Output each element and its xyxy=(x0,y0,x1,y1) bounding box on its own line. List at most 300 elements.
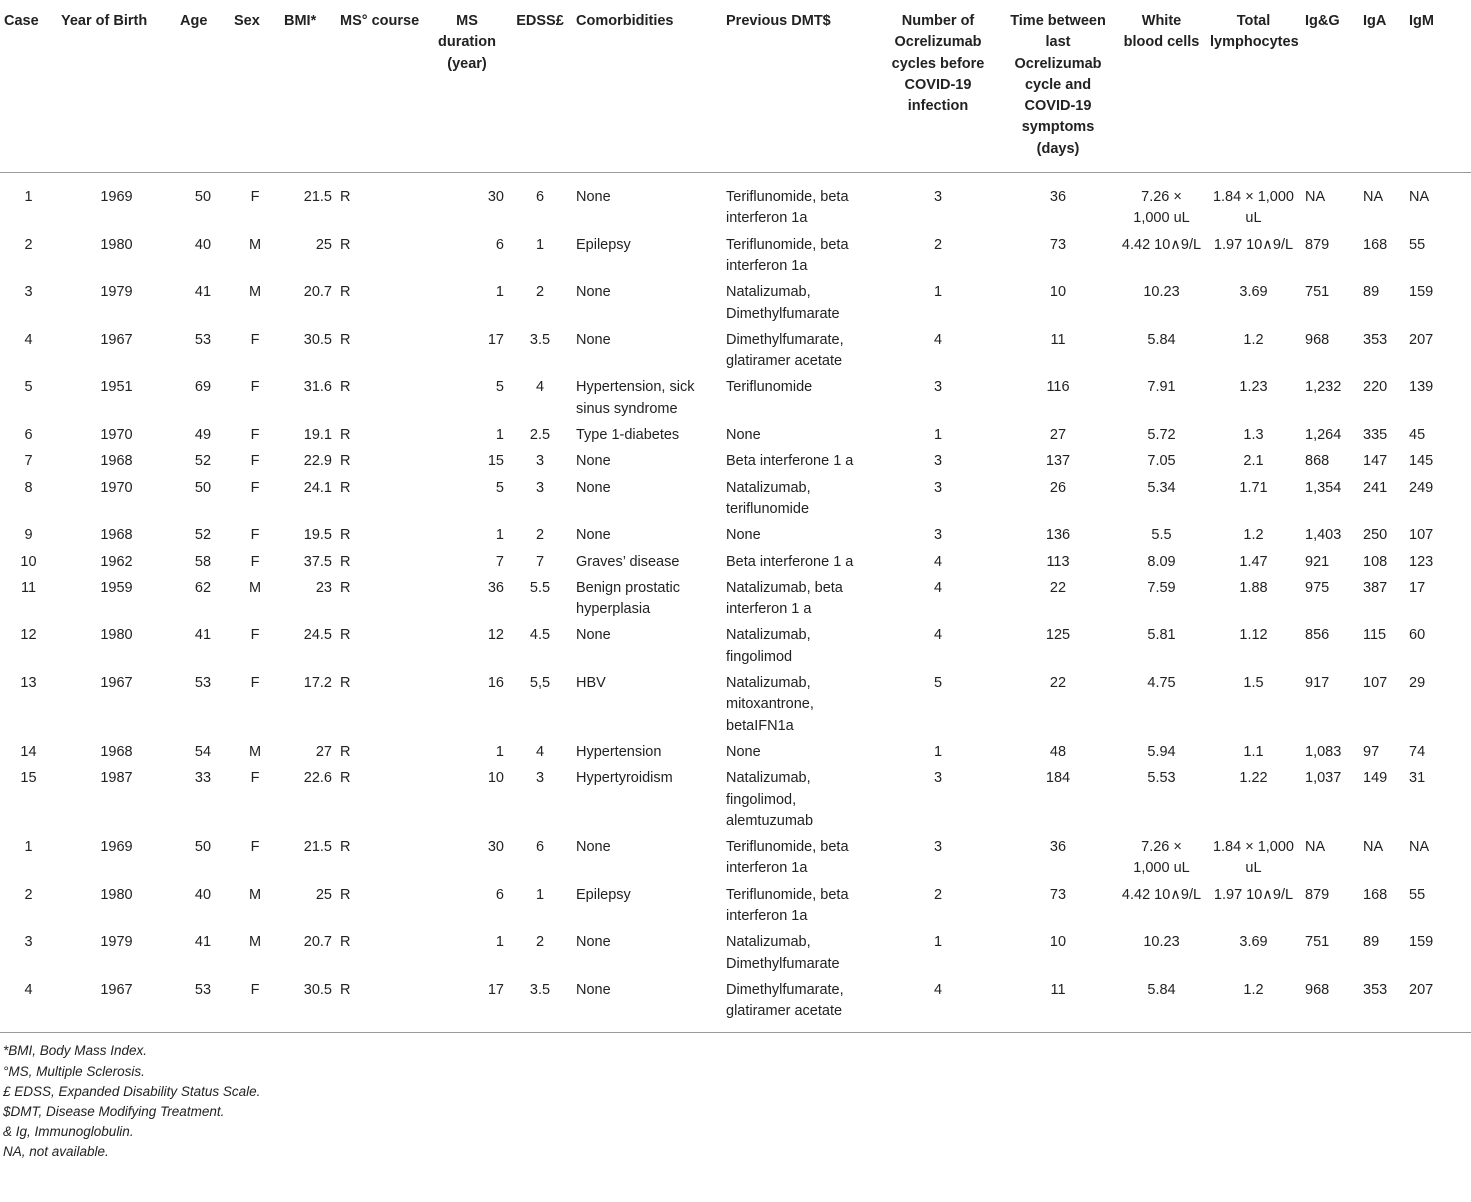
cell-previous-dmt: None xyxy=(726,743,761,760)
cell-sex: M xyxy=(248,284,262,301)
cell-igm: 159 xyxy=(1409,934,1434,951)
table-row xyxy=(0,578,1471,626)
cell-age: 40 xyxy=(194,886,212,903)
cell-case: 2 xyxy=(24,236,33,253)
cell-age: 49 xyxy=(194,427,212,444)
cell-iga: 168 xyxy=(1363,886,1388,903)
cell-case: 3 xyxy=(24,284,33,301)
cell-igg: 1,264 xyxy=(1305,427,1342,444)
cell-igm: NA xyxy=(1409,839,1430,856)
cell-white-blood-cells: 5.5 xyxy=(1151,527,1172,544)
cell-edss: 4 xyxy=(535,379,545,396)
cell-igm: 17 xyxy=(1409,579,1426,596)
cell-ms-course: R xyxy=(340,627,351,644)
cell-iga: 353 xyxy=(1359,980,1405,1033)
cell-comorbidities: None xyxy=(576,284,611,301)
cell-bmi: 25 xyxy=(315,236,332,253)
cell-ocrelizumab-cycles: 2 xyxy=(933,886,943,903)
header-year-of-birth: Year of Birth xyxy=(57,4,176,173)
cell-total-lymphocytes: 2.1 xyxy=(1243,453,1264,470)
table-body xyxy=(0,173,1471,1033)
cell-comorbidities: Hypertension, sick sinus syndrome xyxy=(576,379,695,417)
cell-total-lymphocytes: 1.71 xyxy=(1239,479,1268,496)
cell-ms-duration: 7 xyxy=(495,553,504,570)
cell-igg: 879 xyxy=(1305,236,1330,253)
cell-iga: NA xyxy=(1363,839,1384,856)
cell-sex: F xyxy=(250,427,260,444)
header-ms-duration: MS duration (year) xyxy=(426,4,508,173)
header-row xyxy=(0,4,1471,173)
cell-year-of-birth: 1987 xyxy=(100,770,133,787)
header-previous-dmt: Previous DMT$ xyxy=(722,4,877,173)
header-comorbidities: Comorbidities xyxy=(572,4,722,173)
cell-bmi: 31.6 xyxy=(303,379,332,396)
cell-ms-course: R xyxy=(340,527,351,544)
cell-bmi: 20.7 xyxy=(303,934,332,951)
cell-igg: NA xyxy=(1305,189,1326,206)
cell-bmi: 20.7 xyxy=(303,284,332,301)
cell-igg: 975 xyxy=(1305,579,1330,596)
cell-total-lymphocytes: 3.69 xyxy=(1239,284,1268,301)
cell-bmi: 22.6 xyxy=(303,770,332,787)
header-iga: IgA xyxy=(1359,4,1405,173)
cell-case: 7 xyxy=(24,453,33,470)
cell-igg: 1,083 xyxy=(1305,743,1342,760)
cell-ocrelizumab-cycles: 3 xyxy=(933,527,943,544)
cell-sex: F xyxy=(230,980,280,1033)
cell-comorbidities: Epilepsy xyxy=(576,886,631,903)
table-row xyxy=(0,425,1471,451)
header-case: Case xyxy=(0,4,57,173)
cell-edss: 2 xyxy=(535,934,545,951)
cell-comorbidities: None xyxy=(576,839,611,856)
header-white-blood-cells: White blood cells xyxy=(1117,4,1206,173)
cell-time-since-last-cycle: 73 xyxy=(1049,236,1067,253)
cell-sex: F xyxy=(250,527,260,544)
cell-time-since-last-cycle: 36 xyxy=(1049,839,1067,856)
cell-iga: 108 xyxy=(1363,553,1388,570)
cell-case: 13 xyxy=(20,675,37,692)
cell-igm: 29 xyxy=(1409,675,1426,692)
cell-bmi: 37.5 xyxy=(303,553,332,570)
cell-iga: 387 xyxy=(1363,579,1388,596)
table-row xyxy=(0,478,1471,526)
table-row xyxy=(0,282,1471,330)
cell-ms-course: R xyxy=(340,886,351,903)
cell-age: 53 xyxy=(176,980,230,1033)
table-row xyxy=(0,768,1471,837)
cell-edss: 6 xyxy=(535,189,545,206)
header-total-lymphocytes: Total lymphocytes xyxy=(1206,4,1301,173)
cell-ms-course: R xyxy=(340,553,351,570)
cell-igm: 45 xyxy=(1409,427,1426,444)
cell-previous-dmt: None xyxy=(726,527,761,544)
cell-sex: M xyxy=(248,743,262,760)
cell-edss: 4 xyxy=(535,743,545,760)
cell-comorbidities: None xyxy=(576,527,611,544)
cell-white-blood-cells: 5.84 xyxy=(1147,331,1176,348)
footnote: & Ig, Immunoglobulin. xyxy=(3,1124,134,1140)
cell-igg: 856 xyxy=(1305,627,1330,644)
cell-case: 1 xyxy=(24,839,33,856)
cell-previous-dmt: Beta interferone 1 a xyxy=(726,453,854,470)
cell-time-since-last-cycle: 184 xyxy=(1045,770,1071,787)
cell-total-lymphocytes: 1.1 xyxy=(1243,743,1264,760)
cell-year-of-birth: 1968 xyxy=(100,743,133,760)
cell-age: 58 xyxy=(194,553,212,570)
cell-iga: 115 xyxy=(1363,627,1387,644)
table-row xyxy=(0,525,1471,551)
cell-igm: 139 xyxy=(1409,379,1434,396)
cell-ms-course: R xyxy=(340,675,351,692)
cell-previous-dmt: Teriflunomide, beta interferon 1a xyxy=(726,886,849,924)
cell-edss: 5.5 xyxy=(529,579,551,596)
cell-sex: F xyxy=(250,331,260,348)
cell-year-of-birth: 1970 xyxy=(100,479,133,496)
cell-bmi: 25 xyxy=(315,886,332,903)
cell-igg: NA xyxy=(1305,839,1326,856)
cell-ms-duration: 30 xyxy=(487,839,504,856)
cell-year-of-birth: 1979 xyxy=(100,284,133,301)
table-row xyxy=(0,552,1471,578)
cell-previous-dmt: Natalizumab, mitoxantrone, betaIFN1a xyxy=(726,675,814,734)
cell-ms-course: R xyxy=(340,453,351,470)
cell-total-lymphocytes: 1.97 10∧9/L xyxy=(1213,886,1294,903)
footnote: °MS, Multiple Sclerosis. xyxy=(3,1063,145,1079)
cell-edss: 3 xyxy=(535,453,545,470)
cell-igm: 207 xyxy=(1405,980,1471,1033)
cell-ocrelizumab-cycles: 3 xyxy=(933,839,943,856)
cell-time-since-last-cycle: 48 xyxy=(1049,743,1067,760)
cell-ms-duration: 1 xyxy=(495,934,504,951)
cell-case: 15 xyxy=(20,770,37,787)
cell-total-lymphocytes: 1.22 xyxy=(1239,770,1268,787)
table-row xyxy=(0,235,1471,283)
cell-iga: 168 xyxy=(1363,236,1388,253)
cell-ms-course: R xyxy=(340,743,351,760)
cell-year-of-birth: 1968 xyxy=(100,453,133,470)
cell-ms-duration: 10 xyxy=(487,770,504,787)
cell-case: 10 xyxy=(20,553,37,570)
cell-age: 33 xyxy=(194,770,212,787)
footnote: $DMT, Disease Modifying Treatment. xyxy=(3,1104,225,1120)
header-ms-course: MS° course xyxy=(336,4,426,173)
cell-igg: 968 xyxy=(1301,980,1359,1033)
cell-previous-dmt: Teriflunomide, beta interferon 1a xyxy=(726,839,849,877)
cell-previous-dmt: None xyxy=(726,427,761,444)
cell-comorbidities: Epilepsy xyxy=(576,236,631,253)
cell-edss: 2.5 xyxy=(529,427,551,444)
cell-iga: 89 xyxy=(1363,934,1380,951)
cell-edss: 2 xyxy=(535,284,545,301)
cell-igm: 55 xyxy=(1409,886,1426,903)
cell-total-lymphocytes: 1.23 xyxy=(1239,379,1268,396)
cell-age: 52 xyxy=(194,453,212,470)
cell-age: 50 xyxy=(194,189,212,206)
cell-time-since-last-cycle: 36 xyxy=(1049,189,1067,206)
cell-sex: M xyxy=(248,579,262,596)
cell-ms-duration: 6 xyxy=(495,236,504,253)
cell-edss: 4.5 xyxy=(529,627,551,644)
cell-age: 52 xyxy=(194,527,212,544)
cell-igg: 879 xyxy=(1305,886,1330,903)
cell-igm: 60 xyxy=(1409,627,1426,644)
cell-igg: 751 xyxy=(1305,934,1330,951)
cell-comorbidities: None xyxy=(576,934,611,951)
cell-time-since-last-cycle: 27 xyxy=(1049,427,1067,444)
cell-bmi: 24.5 xyxy=(303,627,332,644)
cell-igm: 207 xyxy=(1409,331,1434,348)
cell-previous-dmt: Natalizumab, Dimethylfumarate xyxy=(726,934,840,972)
cell-igg: 751 xyxy=(1305,284,1330,301)
cell-time-since-last-cycle: 136 xyxy=(1045,527,1071,544)
cell-total-lymphocytes: 1.2 xyxy=(1243,331,1264,348)
cell-age: 50 xyxy=(194,479,212,496)
cell-previous-dmt: Natalizumab, Dimethylfumarate xyxy=(726,284,840,322)
cell-total-lymphocytes: 1.2 xyxy=(1243,527,1264,544)
cell-time-since-last-cycle: 11 xyxy=(999,980,1117,1033)
cell-sex: F xyxy=(250,675,260,692)
cell-igm: 55 xyxy=(1409,236,1426,253)
cell-iga: 97 xyxy=(1363,743,1380,760)
cell-time-since-last-cycle: 11 xyxy=(1050,331,1066,348)
cell-previous-dmt: Dimethylfumarate, glatiramer acetate xyxy=(722,980,877,1033)
cell-white-blood-cells: 5.34 xyxy=(1147,479,1176,496)
cell-ms-duration: 30 xyxy=(487,189,504,206)
cell-case: 4 xyxy=(24,331,33,348)
cell-year-of-birth: 1980 xyxy=(100,627,133,644)
cell-age: 41 xyxy=(194,284,212,301)
cell-previous-dmt: Teriflunomide, beta interferon 1a xyxy=(726,189,849,227)
cell-edss: 1 xyxy=(535,236,545,253)
cell-case: 8 xyxy=(24,479,33,496)
cell-ms-duration: 1 xyxy=(495,527,504,544)
table-row xyxy=(0,673,1471,742)
cell-age: 69 xyxy=(194,379,212,396)
cell-edss: 5,5 xyxy=(529,675,551,692)
cell-white-blood-cells: 5.94 xyxy=(1147,743,1176,760)
cell-ms-duration: 5 xyxy=(495,479,504,496)
cell-total-lymphocytes: 1.88 xyxy=(1239,579,1268,596)
cell-case: 9 xyxy=(24,527,33,544)
cell-sex: F xyxy=(250,453,260,470)
cell-edss: 3 xyxy=(535,770,545,787)
cell-ms-course: R xyxy=(340,331,351,348)
cell-total-lymphocytes: 3.69 xyxy=(1239,934,1268,951)
header-igg: Ig&G xyxy=(1301,4,1359,173)
cell-edss: 6 xyxy=(535,839,545,856)
cell-sex: F xyxy=(250,839,260,856)
cell-white-blood-cells: 7.26 × 1,000 uL xyxy=(1133,839,1190,877)
cell-ocrelizumab-cycles: 4 xyxy=(933,553,943,570)
cell-total-lymphocytes: 1.12 xyxy=(1239,627,1268,644)
cell-ms-course: R xyxy=(340,934,351,951)
header-bmi: BMI* xyxy=(280,4,336,173)
cell-ms-duration: 1 xyxy=(495,743,504,760)
cell-ms-duration: 1 xyxy=(495,427,504,444)
cell-edss: 3.5 xyxy=(529,331,551,348)
cell-sex: F xyxy=(250,479,260,496)
table-row xyxy=(0,932,1471,980)
cell-white-blood-cells: 5.84 xyxy=(1117,980,1206,1033)
cell-igg: 868 xyxy=(1305,453,1330,470)
cell-white-blood-cells: 7.59 xyxy=(1147,579,1176,596)
cell-sex: F xyxy=(250,553,260,570)
cell-sex: M xyxy=(248,934,262,951)
cell-case: 5 xyxy=(24,379,33,396)
header-time-since-last-cycle: Time between last Ocrelizumab cycle and COVID-19 symptoms (days) xyxy=(999,4,1117,173)
cell-ms-duration: 12 xyxy=(487,627,504,644)
cell-ms-course: R xyxy=(340,236,351,253)
cell-igm: 74 xyxy=(1409,743,1426,760)
cell-year-of-birth: 1969 xyxy=(100,189,133,206)
table-row xyxy=(0,330,1471,378)
cell-year-of-birth: 1979 xyxy=(100,934,133,951)
cell-ms-course: R xyxy=(340,379,351,396)
cell-igg: 1,403 xyxy=(1305,527,1342,544)
cell-year-of-birth: 1969 xyxy=(100,839,133,856)
cell-ms-duration: 17 xyxy=(487,331,504,348)
cell-ocrelizumab-cycles: 1 xyxy=(933,934,943,951)
cell-ocrelizumab-cycles: 4 xyxy=(933,579,943,596)
cell-igm: 107 xyxy=(1409,527,1434,544)
cell-total-lymphocytes: 1.5 xyxy=(1243,675,1264,692)
cell-white-blood-cells: 4.42 10∧9/L xyxy=(1121,886,1202,903)
cell-ocrelizumab-cycles: 1 xyxy=(933,284,943,301)
cell-previous-dmt: Beta interferone 1 a xyxy=(726,553,854,570)
cell-comorbidities: Type 1-diabetes xyxy=(576,427,680,444)
cell-previous-dmt: Teriflunomide xyxy=(726,379,813,396)
cell-igg: 1,232 xyxy=(1305,379,1342,396)
cell-ms-course: R xyxy=(340,479,351,496)
footnote: £ EDSS, Expanded Disability Status Scale. xyxy=(3,1083,261,1099)
cell-white-blood-cells: 5.72 xyxy=(1147,427,1176,444)
cell-bmi: 21.5 xyxy=(303,189,332,206)
cell-ms-course: R xyxy=(340,427,351,444)
cell-previous-dmt: Teriflunomide, beta interferon 1a xyxy=(726,236,849,274)
cell-ms-course: R xyxy=(336,980,426,1033)
cell-edss: 7 xyxy=(535,553,545,570)
cell-age: 41 xyxy=(194,627,212,644)
cell-edss: 2 xyxy=(535,527,545,544)
cell-igm: 31 xyxy=(1409,770,1426,787)
cell-comorbidities: Hypertyroidism xyxy=(576,770,673,787)
cell-ms-duration: 5 xyxy=(495,379,504,396)
table-row xyxy=(0,173,1471,235)
cell-ocrelizumab-cycles: 4 xyxy=(877,980,999,1033)
cell-ms-course: R xyxy=(340,839,351,856)
cell-comorbidities: None xyxy=(576,627,611,644)
cell-ms-duration: 15 xyxy=(487,453,504,470)
cell-age: 53 xyxy=(194,331,212,348)
cell-comorbidities: HBV xyxy=(576,675,606,692)
cell-case: 2 xyxy=(24,886,33,903)
cell-previous-dmt: Natalizumab, fingolimod, alemtuzumab xyxy=(726,770,814,829)
cell-iga: NA xyxy=(1363,189,1384,206)
cell-igg: 917 xyxy=(1305,675,1330,692)
cell-igm: NA xyxy=(1409,189,1430,206)
cell-case: 12 xyxy=(20,627,37,644)
cell-ms-duration: 16 xyxy=(487,675,504,692)
cell-sex: F xyxy=(250,770,260,787)
header-ocrelizumab-cycles: Number of Ocrelizumab cycles before COVID-19 infection xyxy=(877,4,999,173)
cell-bmi: 19.1 xyxy=(303,427,332,444)
patient-table xyxy=(0,4,1471,1033)
cell-case: 11 xyxy=(20,579,37,596)
cell-white-blood-cells: 4.75 xyxy=(1147,675,1176,692)
cell-previous-dmt: Natalizumab, fingolimod xyxy=(726,627,811,665)
table-row xyxy=(0,980,1471,1033)
cell-ocrelizumab-cycles: 3 xyxy=(933,770,943,787)
cell-time-since-last-cycle: 73 xyxy=(1049,886,1067,903)
cell-bmi: 22.9 xyxy=(303,453,332,470)
cell-total-lymphocytes: 1.97 10∧9/L xyxy=(1213,236,1294,253)
cell-case: 3 xyxy=(24,934,33,951)
cell-bmi: 30.5 xyxy=(280,980,336,1033)
cell-year-of-birth: 1980 xyxy=(100,236,133,253)
cell-time-since-last-cycle: 22 xyxy=(1049,675,1067,692)
cell-ms-course: R xyxy=(340,770,351,787)
cell-iga: 147 xyxy=(1363,453,1388,470)
cell-iga: 220 xyxy=(1363,379,1388,396)
cell-white-blood-cells: 7.05 xyxy=(1147,453,1176,470)
cell-total-lymphocytes: 1.47 xyxy=(1239,553,1268,570)
cell-ocrelizumab-cycles: 3 xyxy=(933,479,943,496)
cell-comorbidities: None xyxy=(576,331,611,348)
cell-iga: 353 xyxy=(1363,331,1388,348)
cell-ocrelizumab-cycles: 3 xyxy=(933,189,943,206)
cell-time-since-last-cycle: 10 xyxy=(1049,934,1067,951)
header-sex: Sex xyxy=(230,4,280,173)
cell-time-since-last-cycle: 26 xyxy=(1049,479,1067,496)
cell-ocrelizumab-cycles: 4 xyxy=(933,331,943,348)
cell-case: 4 xyxy=(0,980,57,1033)
cell-year-of-birth: 1959 xyxy=(100,579,133,596)
cell-ms-duration: 17 xyxy=(426,980,508,1033)
table-row xyxy=(0,377,1471,425)
cell-sex: M xyxy=(248,886,262,903)
cell-white-blood-cells: 5.81 xyxy=(1147,627,1176,644)
cell-bmi: 23 xyxy=(315,579,332,596)
cell-total-lymphocytes: 1.2 xyxy=(1206,980,1301,1033)
cell-ocrelizumab-cycles: 4 xyxy=(933,627,943,644)
cell-ms-course: R xyxy=(340,579,351,596)
cell-ms-duration: 1 xyxy=(495,284,504,301)
cell-total-lymphocytes: 1.3 xyxy=(1243,427,1264,444)
cell-iga: 107 xyxy=(1363,675,1388,692)
cell-iga: 149 xyxy=(1363,770,1388,787)
cell-iga: 89 xyxy=(1363,284,1380,301)
header-age: Age xyxy=(176,4,230,173)
cell-time-since-last-cycle: 22 xyxy=(1049,579,1067,596)
cell-comorbidities: Graves’ disease xyxy=(576,553,680,570)
cell-year-of-birth: 1967 xyxy=(100,675,133,692)
cell-ocrelizumab-cycles: 1 xyxy=(933,427,943,444)
cell-case: 1 xyxy=(24,189,33,206)
cell-ocrelizumab-cycles: 2 xyxy=(933,236,943,253)
cell-bmi: 30.5 xyxy=(303,331,332,348)
cell-previous-dmt: Natalizumab, beta interferon 1 a xyxy=(726,579,843,618)
cell-white-blood-cells: 7.91 xyxy=(1147,379,1176,396)
footnote: *BMI, Body Mass Index. xyxy=(3,1043,148,1059)
cell-previous-dmt: Dimethylfumarate, glatiramer acetate xyxy=(726,331,844,370)
cell-time-since-last-cycle: 113 xyxy=(1046,553,1070,570)
cell-comorbidities: None xyxy=(576,453,611,470)
cell-igm: 145 xyxy=(1409,453,1434,470)
cell-ocrelizumab-cycles: 3 xyxy=(933,379,943,396)
cell-year-of-birth: 1980 xyxy=(100,886,133,903)
cell-igg: 1,037 xyxy=(1305,770,1342,787)
